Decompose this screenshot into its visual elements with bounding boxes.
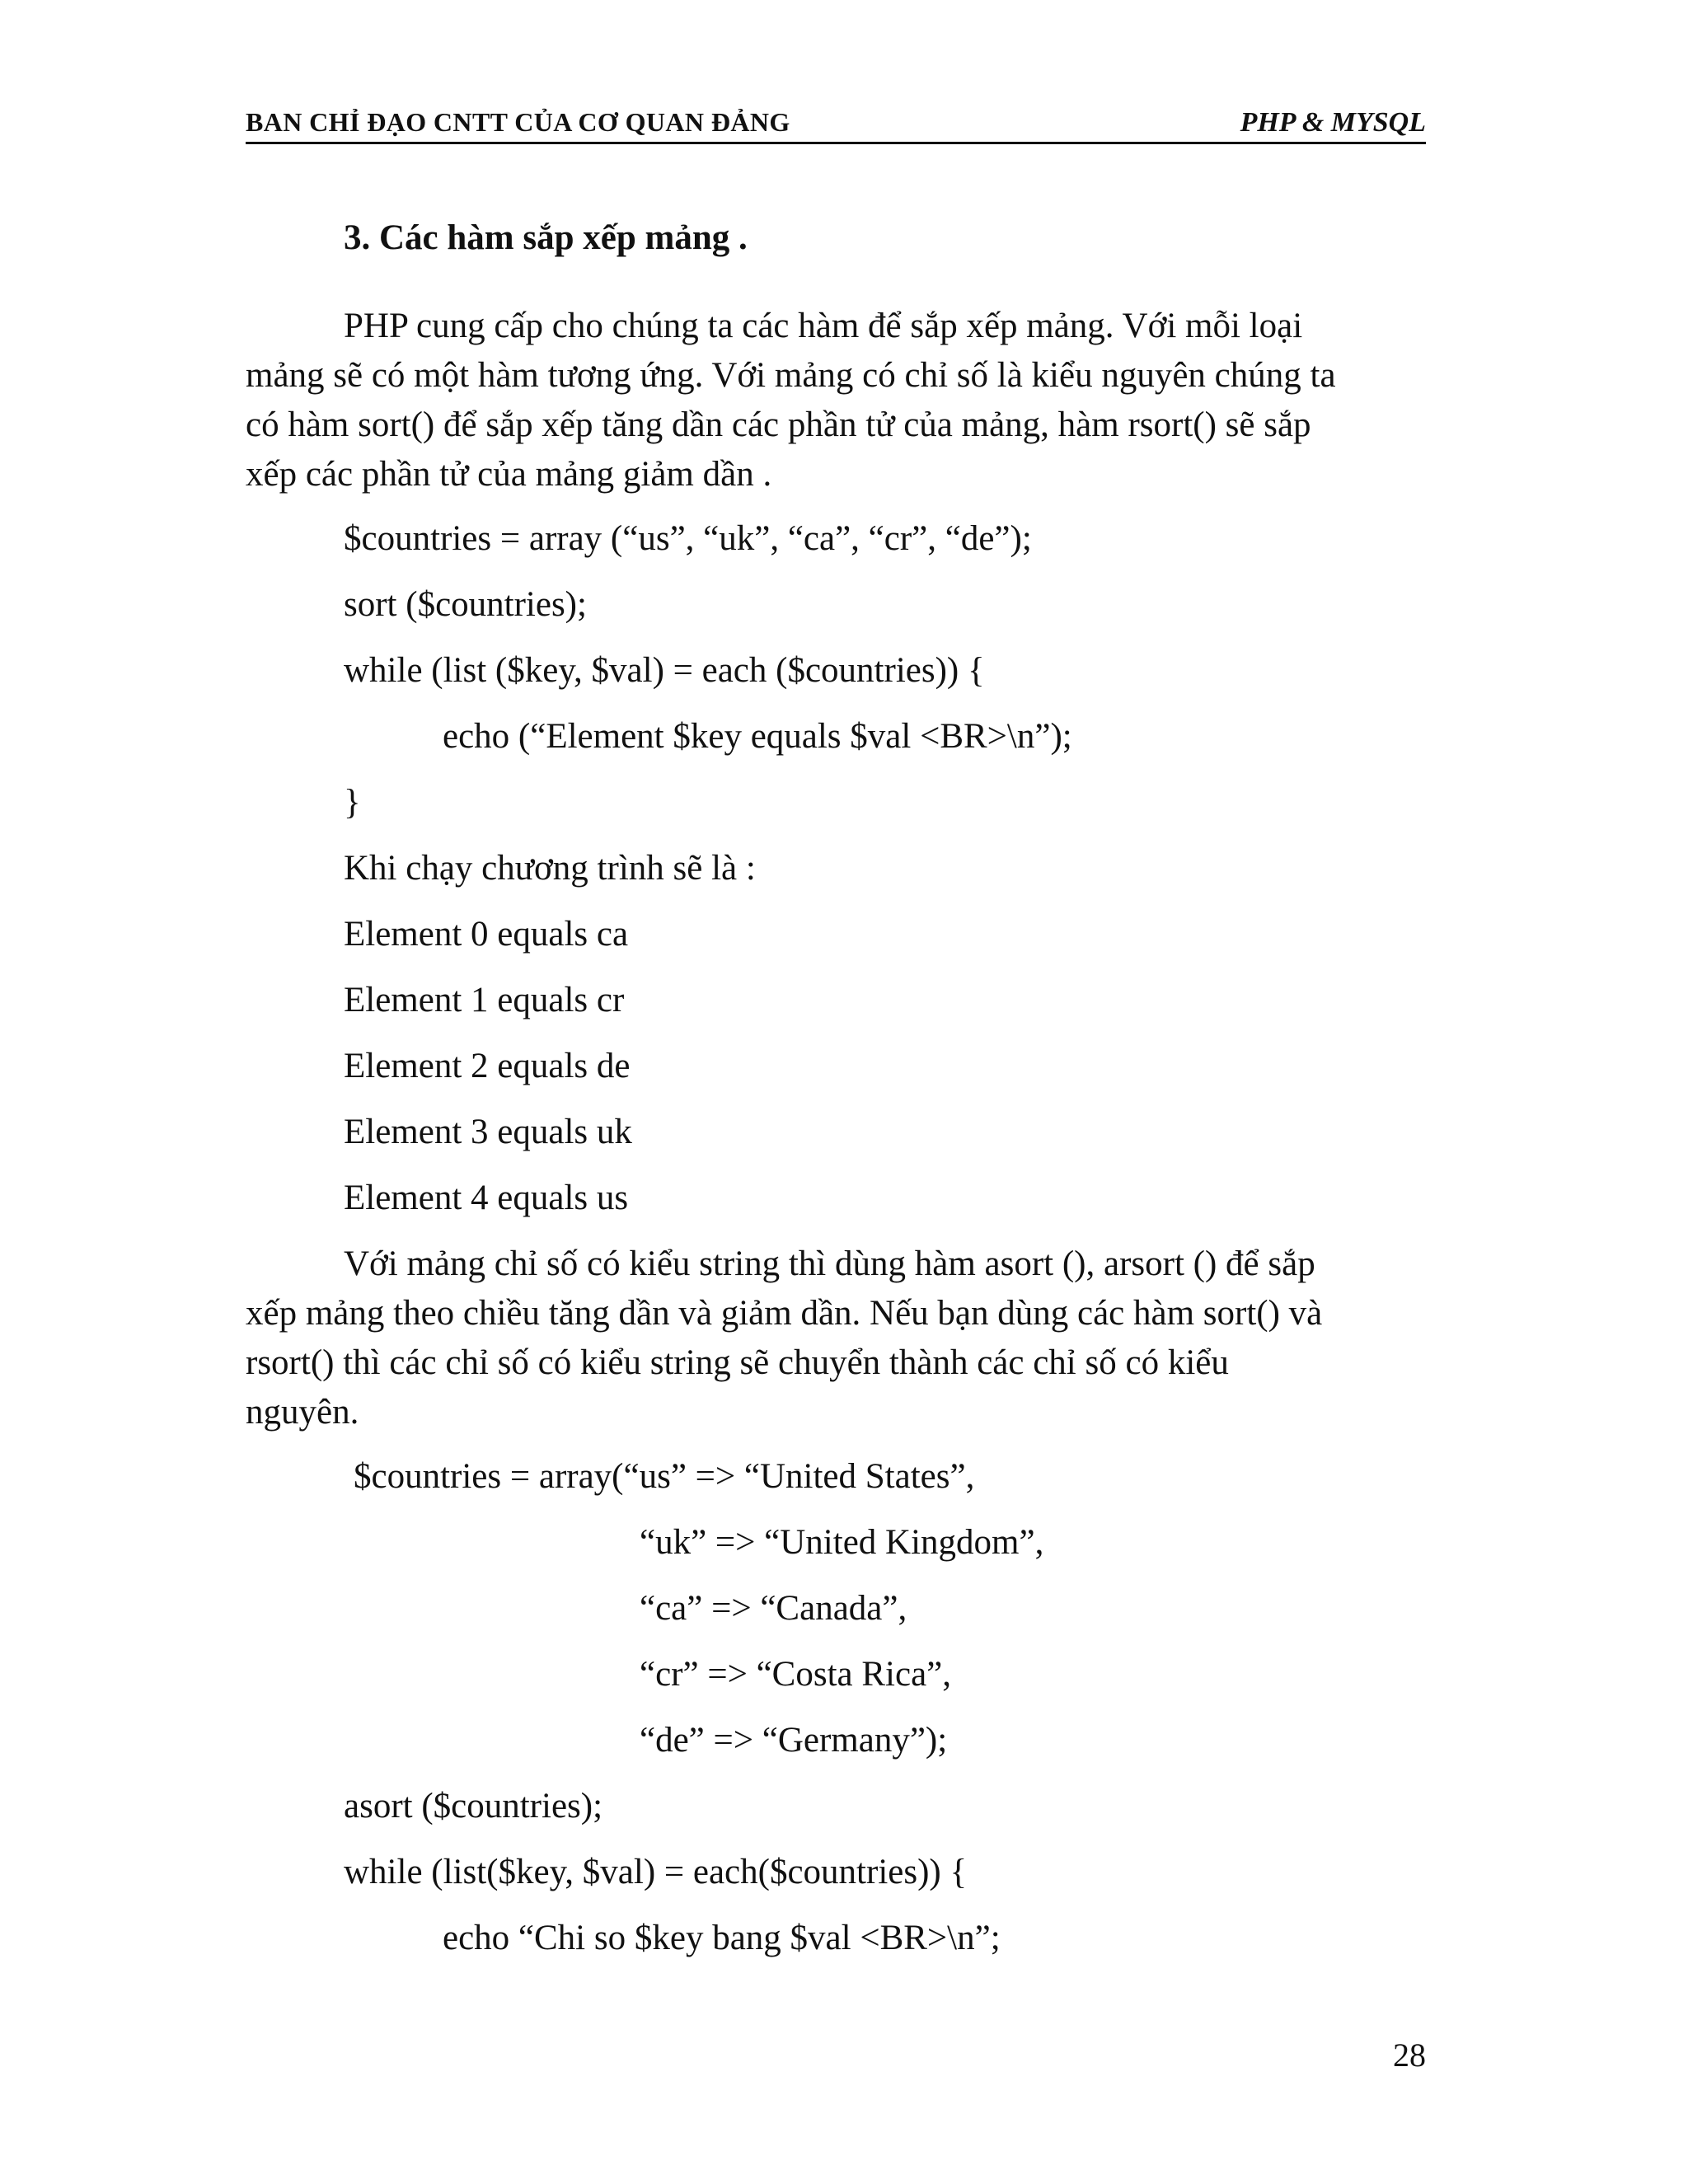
paragraph-line: mảng sẽ có một hàm tương ứng. Với mảng có chỉ số là kiểu nguyên chúng ta bbox=[246, 356, 1336, 395]
code-line: “ca” => “Canada”, bbox=[640, 1589, 907, 1628]
paragraph-line: rsort() thì các chỉ số có kiểu string sẽ chuyển thành các chỉ số có kiểu bbox=[246, 1343, 1229, 1382]
output-line: Element 3 equals uk bbox=[344, 1113, 632, 1151]
output-line: Element 1 equals cr bbox=[344, 981, 625, 1019]
paragraph-line: xếp mảng theo chiều tăng dần và giảm dần. Nếu bạn dùng các hàm sort() và bbox=[246, 1294, 1323, 1333]
code-line: “de” => “Germany”); bbox=[640, 1721, 948, 1760]
code-line: echo (“Element $key equals $val <BR>\n”); bbox=[443, 717, 1072, 756]
paragraph-line: Với mảng chỉ số có kiểu string thì dùng hàm asort (), arsort () để sắp bbox=[344, 1244, 1315, 1283]
code-line: echo “Chi so $key bang $val <BR>\n”; bbox=[443, 1919, 1001, 1957]
section-title: 3. Các hàm sắp xếp mảng . bbox=[344, 218, 748, 257]
output-line: Element 2 equals de bbox=[344, 1047, 631, 1085]
paragraph-line: xếp các phần tử của mảng giảm dần . bbox=[246, 455, 772, 494]
code-line: “cr” => “Costa Rica”, bbox=[640, 1655, 951, 1694]
code-line: while (list($key, $val) = each($countries)) { bbox=[344, 1853, 968, 1891]
paragraph-line: có hàm sort() để sắp xếp tăng dần các phần tử của mảng, hàm rsort() sẽ sắp bbox=[246, 405, 1311, 444]
code-line: while (list ($key, $val) = each ($countries)) { bbox=[344, 651, 985, 690]
paragraph-line: nguyên. bbox=[246, 1393, 359, 1432]
output-line: Element 0 equals ca bbox=[344, 915, 629, 954]
code-line: sort ($countries); bbox=[344, 585, 587, 624]
page-header bbox=[246, 105, 1426, 144]
header-subject: PHP & MYSQL bbox=[1240, 107, 1426, 138]
code-line: $countries = array(“us” => “United States”, bbox=[354, 1457, 975, 1496]
code-line: asort ($countries); bbox=[344, 1787, 603, 1825]
output-intro: Khi chạy chương trình sẽ là : bbox=[344, 849, 756, 888]
paragraph-line: PHP cung cấp cho chúng ta các hàm để sắp xếp mảng. Với mỗi loại bbox=[344, 307, 1303, 345]
page-number: 28 bbox=[1393, 2036, 1426, 2074]
code-line: “uk” => “United Kingdom”, bbox=[640, 1523, 1044, 1562]
code-line: $countries = array (“us”, “uk”, “ca”, “cr”, “de”); bbox=[344, 519, 1032, 558]
code-line: } bbox=[344, 783, 361, 822]
header-organization: BAN CHỈ ĐẠO CNTT CỦA CƠ QUAN ĐẢNG bbox=[246, 107, 790, 137]
output-line: Element 4 equals us bbox=[344, 1179, 629, 1217]
